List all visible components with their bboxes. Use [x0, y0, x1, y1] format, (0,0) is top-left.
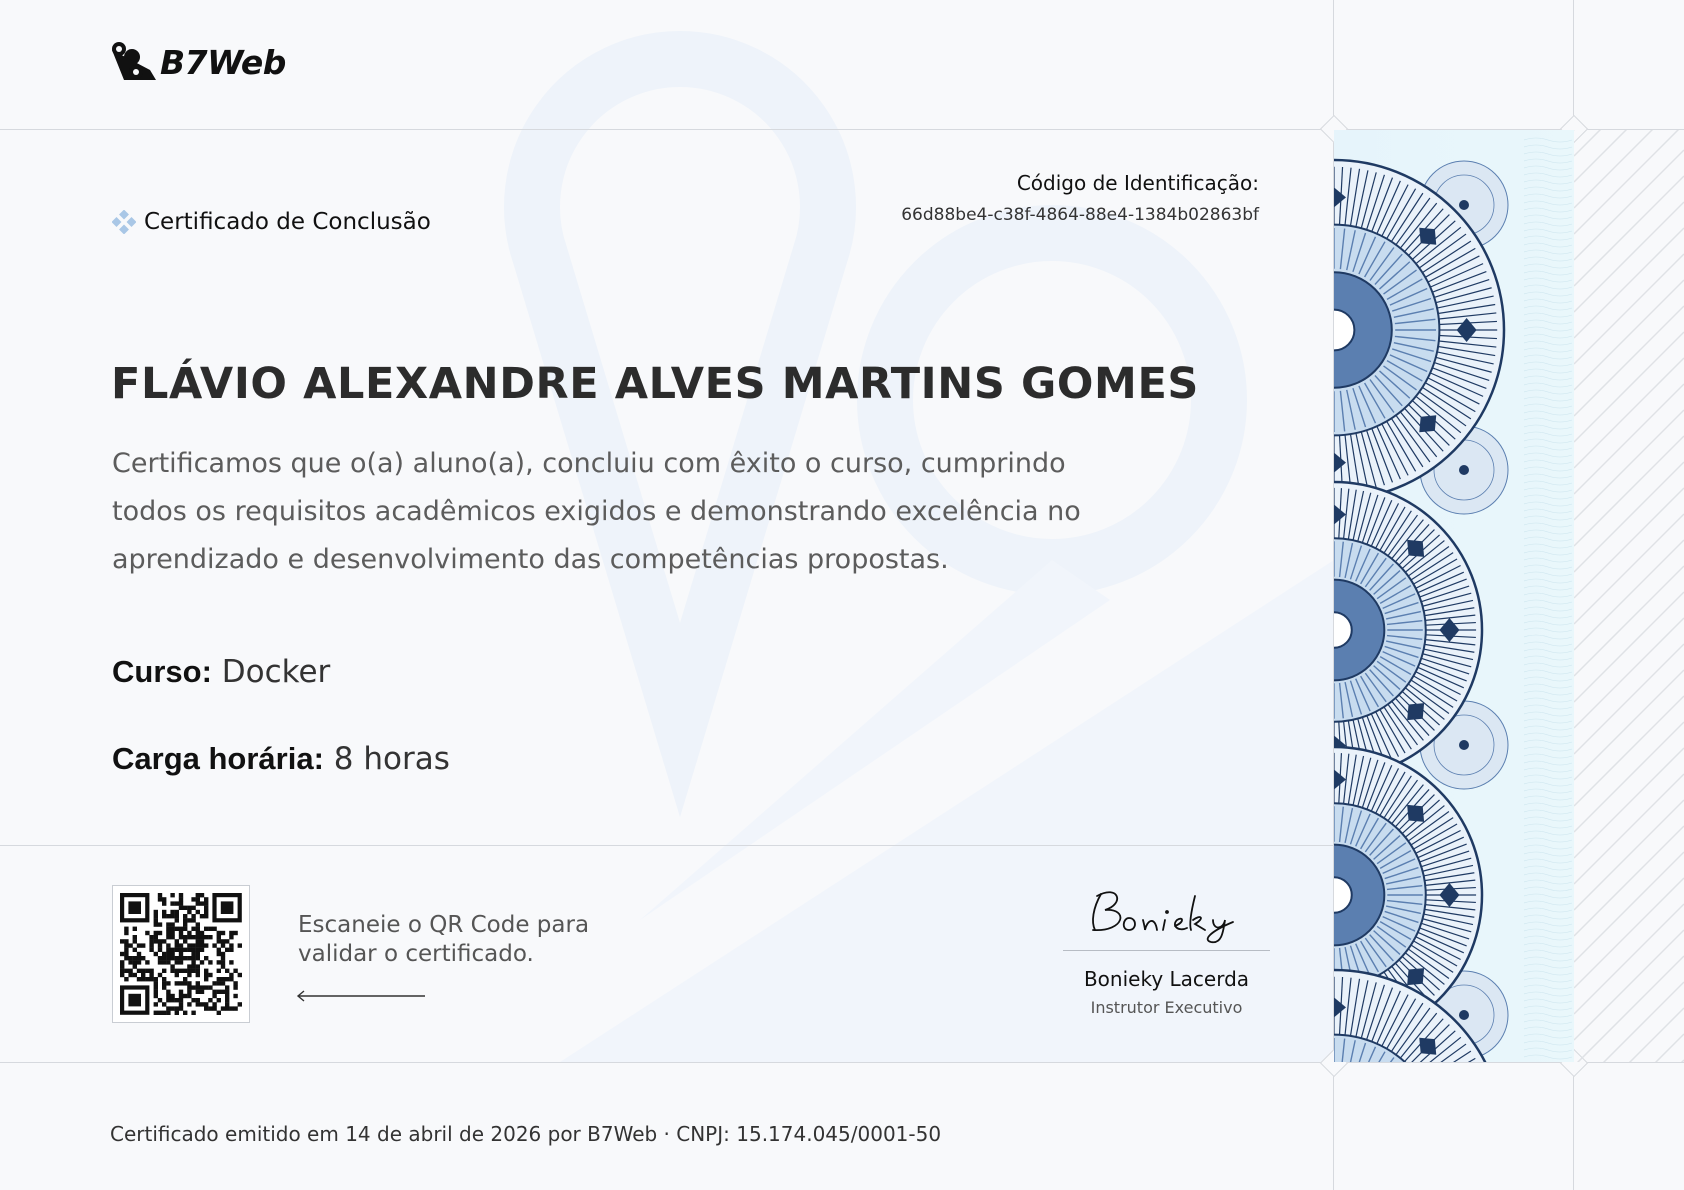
- qr-code[interactable]: [112, 885, 250, 1023]
- signer-role: Instrutor Executivo: [1090, 998, 1243, 1017]
- qr-code-icon: [113, 886, 249, 1022]
- middle-divider: [0, 845, 1334, 846]
- course-value: Docker: [221, 654, 331, 690]
- student-name: FLÁVIO ALEXANDRE ALVES MARTINS GOMES: [111, 359, 1199, 409]
- brand-logo: [110, 40, 286, 84]
- brand-name: B7Web: [160, 42, 286, 82]
- diamond-sparkle-icon: [112, 210, 136, 234]
- course-label: Curso:: [112, 654, 212, 689]
- course-field: [112, 654, 330, 690]
- arrow-left-icon: [296, 989, 426, 1003]
- bottom-divider: [0, 1062, 1684, 1063]
- hours-value: 8 horas: [333, 741, 450, 777]
- diagonal-stripes: [1574, 130, 1684, 1062]
- qr-instruction: [298, 911, 589, 969]
- certificate-type: [112, 209, 431, 235]
- qr-instruction-line2: validar o certificado.: [298, 941, 534, 967]
- hours-field: [112, 741, 450, 777]
- signature-line: [1063, 950, 1270, 951]
- qr-instruction-line1: Escaneie o QR Code para: [298, 912, 590, 938]
- decorative-ornament-band: [1334, 130, 1574, 1062]
- certificate-type-label: Certificado de Conclusão: [144, 209, 431, 235]
- handwritten-signature: [1063, 882, 1270, 946]
- identification-code: 66d88be4-c38f-4864-88e4-1384b02863bf: [901, 205, 1259, 225]
- hours-label: Carga horária:: [112, 741, 324, 776]
- identification-block: [901, 171, 1259, 225]
- identification-label: Código de Identificação:: [1016, 171, 1259, 195]
- b7web-logo-icon: [110, 40, 158, 84]
- issue-footer: Certificado emitido em 14 de abril de 2026 por B7Web · CNPJ: 15.174.045/0001-50: [110, 1122, 942, 1146]
- certificate-statement: Certificamos que o(a) aluno(a), concluiu com êxito o curso, cumprindo todos os requisitos acadêmicos exigidos e demonstrando excelência no aprendizado e desenvolvimento das competências propostas.: [112, 448, 1081, 575]
- signer-name: Bonieky Lacerda: [1083, 967, 1250, 991]
- signature-block: [1063, 882, 1270, 1017]
